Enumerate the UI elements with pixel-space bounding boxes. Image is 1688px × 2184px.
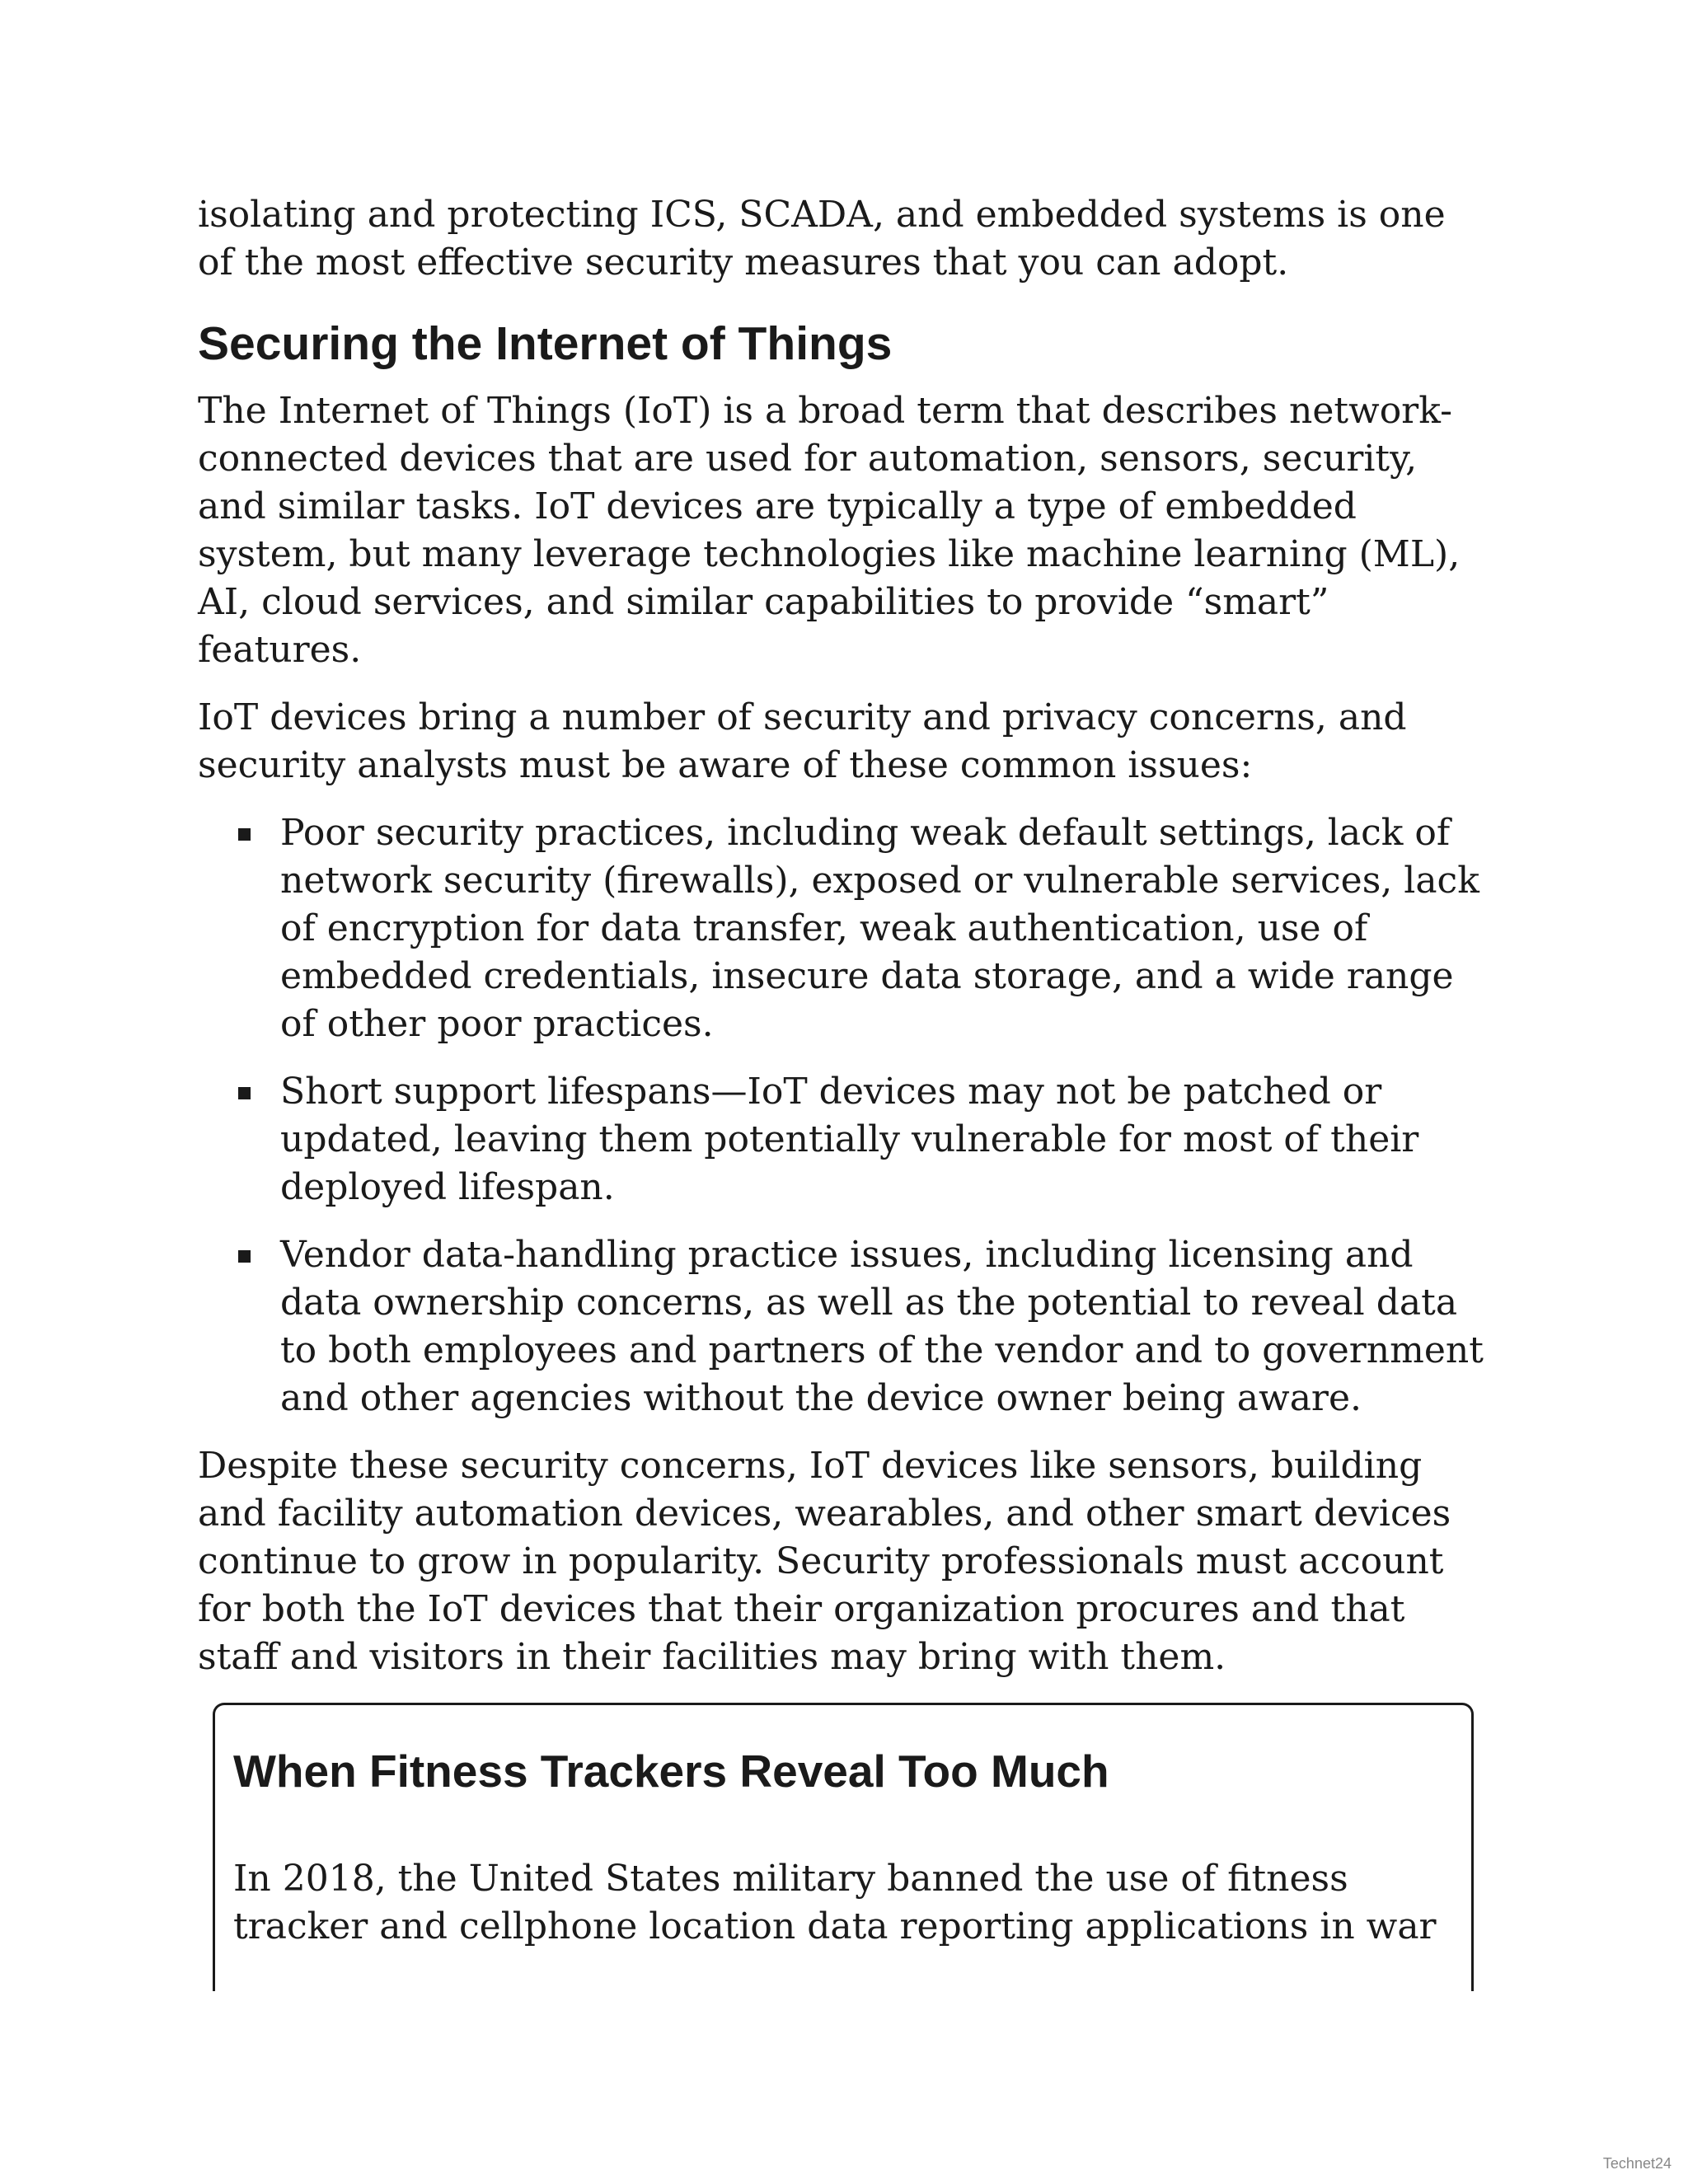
sidebar-body: In 2018, the United States military banned the use of fitness tracker and cellphone location data reporting applications in war bbox=[233, 1858, 1437, 1947]
page-content bbox=[198, 191, 1484, 1701]
sidebar-title: When Fitness Trackers Reveal Too Much bbox=[233, 1746, 1109, 1797]
issues-bullet-list bbox=[198, 809, 1484, 1422]
bullet-item bbox=[198, 1231, 1484, 1422]
section-paragraph-3: Despite these security concerns, IoT devices like sensors, building and facility automation devices, wearables, and other smart devices continue to grow in popularity. Security professionals must account for both the IoT devices that their organization procures and that staff and visitors in their facilities may bring with them. bbox=[198, 1445, 1451, 1678]
sidebar-box bbox=[213, 1703, 1474, 1991]
intro-continuation-paragraph: isolating and protecting ICS, SCADA, and embedded systems is one of the most effective security measures that you can adopt. bbox=[198, 194, 1446, 284]
square-bullet-icon bbox=[238, 1087, 251, 1099]
bullet-text: Vendor data-handling practice issues, including licensing and data ownership concerns, as well as the potential to reveal data to both employees and partners of the vendor and to government and other agencies without the device owner being aware. bbox=[280, 1234, 1484, 1419]
square-bullet-icon bbox=[238, 828, 251, 841]
bullet-item bbox=[198, 1068, 1484, 1212]
bullet-text: Short support lifespans—IoT devices may not be patched or updated, leaving them potentially vulnerable for most of their deployed lifespan. bbox=[280, 1071, 1419, 1208]
square-bullet-icon bbox=[238, 1250, 251, 1263]
bullet-item bbox=[198, 809, 1484, 1048]
section-heading: Securing the Internet of Things bbox=[198, 317, 893, 370]
watermark: Technet24 bbox=[1602, 2155, 1672, 2172]
section-paragraph-2: IoT devices bring a number of security and privacy concerns, and security analysts must be aware of these common issues: bbox=[198, 696, 1407, 786]
bullet-text: Poor security practices, including weak default settings, lack of network security (firewalls), exposed or vulnerable services, lack of encryption for data transfer, weak authentication, use of embedded credentials, insecure data storage, and a wide range of other poor practices. bbox=[280, 812, 1479, 1045]
section-paragraph-1: The Internet of Things (IoT) is a broad term that describes network-connected devices that are used for automation, sensors, security, and similar tasks. IoT devices are typically a type of embedded system, but many leverage technologies like machine learning (ML), AI, cloud services, and similar capabilities to provide “smart” features. bbox=[198, 390, 1461, 671]
